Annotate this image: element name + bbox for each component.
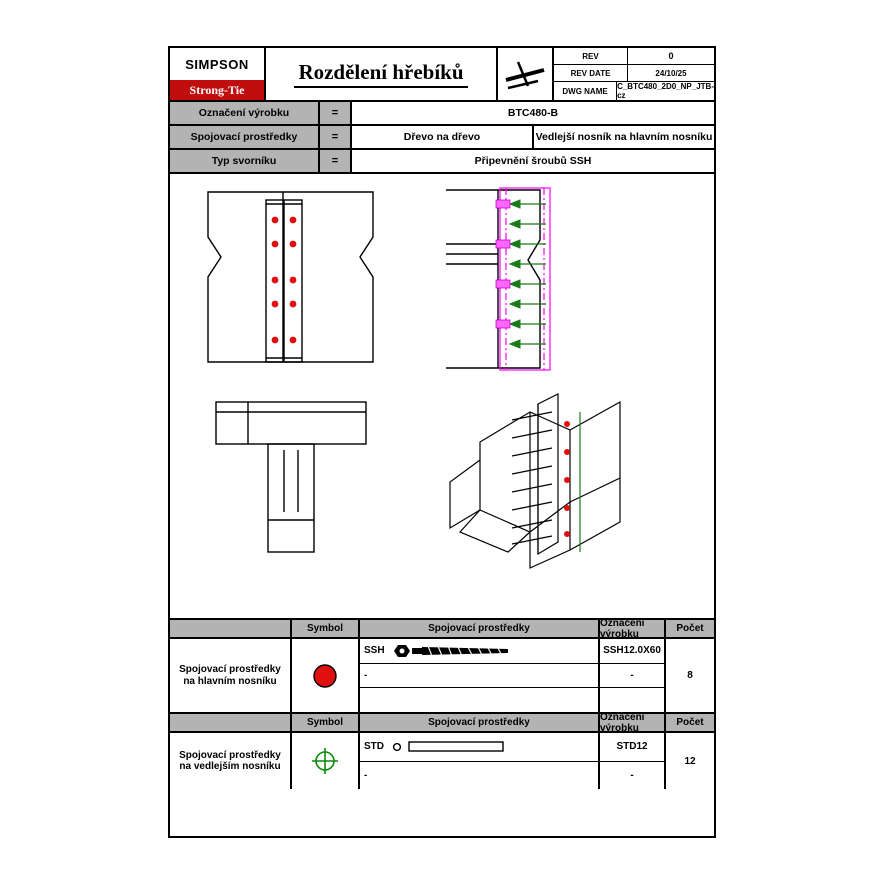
info-label: Označení výrobku [170,102,320,124]
info-equals: = [320,102,352,124]
product-code: - [600,762,666,790]
legend-description: Spojovací prostředky na vedlejším nosníku [170,733,292,789]
product-code [600,688,666,712]
rev-label: REV [554,48,628,64]
legend-header-fasteners: Spojovací prostředky [360,620,600,637]
green-crosshair-icon [292,733,360,789]
legend-secondary-beam [170,711,714,789]
legend-header-row [170,617,714,640]
legend-header-count: Počet [676,717,704,728]
fastener-count: 8 [687,670,693,681]
fastener-code: - [364,769,368,781]
logo-text-top: SIMPSON [185,56,249,72]
legend-rows [360,639,666,712]
product-code: - [600,664,666,688]
fastener-code: SSH [364,645,385,657]
title-block [170,48,714,102]
info-row-product [170,102,714,126]
legend-header-fasteners: Spojovací prostředky [360,714,600,731]
legend-header-symbol: Symbol [292,714,360,731]
info-value: Dřevo na dřevo [352,126,534,148]
revision-grid [554,48,714,100]
legend-header-product: Označení výrobku [600,714,666,731]
info-label: Spojovací prostředky [170,126,320,148]
info-row-bolt-type [170,150,714,174]
info-equals: = [320,150,352,172]
legend-row [360,639,666,664]
fastener-count: 12 [684,755,696,767]
rev-date-label: REV DATE [554,65,628,81]
fastener-cell [360,639,600,663]
side-elevation-view [428,182,678,392]
legend-row [360,664,666,689]
legend-main-beam [170,617,714,714]
plan-view [188,392,418,572]
legend-rows [360,733,666,789]
info-value-secondary: Vedlejší nosník na hlavním nosníku [535,131,713,143]
legend-header-blank [170,714,292,731]
fastener-cell [360,733,600,761]
legend-row [360,688,666,712]
drawing-sheet [168,46,716,838]
legend-body-row [170,733,714,789]
legend-header-row [170,711,714,734]
legend-row [360,762,666,790]
legend-body-row [170,639,714,712]
screw-icon [388,643,528,659]
dwg-name-value: C_BTC480_2D0_NP_JTB-cz [617,82,714,100]
product-code: SSH12.0X60 [600,639,666,663]
legend-header-symbol: Symbol [292,620,360,637]
fastener-cell [360,664,600,688]
info-equals: = [320,126,352,148]
company-logo [170,48,266,100]
isometric-3d-view [420,382,680,582]
product-code: STD12 [600,733,666,761]
info-value: Připevnění šroubů SSH [474,155,592,167]
dwg-name-row [554,82,714,100]
legend-description: Spojovací prostředky na hlavním nosníku [170,639,292,712]
info-label: Typ svorníku [170,150,320,172]
fastener-cell [360,762,600,790]
red-filled-circle-icon [292,639,360,712]
rev-date-value: 24/10/25 [655,68,687,78]
rev-value: 0 [668,51,674,61]
front-elevation-view [188,182,418,392]
legend-row [360,733,666,762]
legend-header-product: Označení výrobku [600,620,666,637]
logo-text-bottom: Strong-Tie [170,80,264,100]
fastener-code: STD [364,741,384,753]
drawing-area [170,174,714,620]
fastener-symbol-icon [498,48,554,100]
rev-date-row [554,65,714,82]
fastener-code: - [364,670,368,681]
legend-header-count: Počet [676,623,704,634]
rev-row [554,48,714,65]
sheet-title [266,48,498,100]
dwg-name-label: DWG NAME [554,82,617,100]
fastener-cell [360,688,600,712]
sheet-title-text: Rozdělení hřebíků [294,60,467,88]
legend-header-blank [170,620,292,637]
dowel-icon [387,740,517,754]
info-row-connection [170,126,714,150]
info-value: BTC480-B [507,107,559,119]
